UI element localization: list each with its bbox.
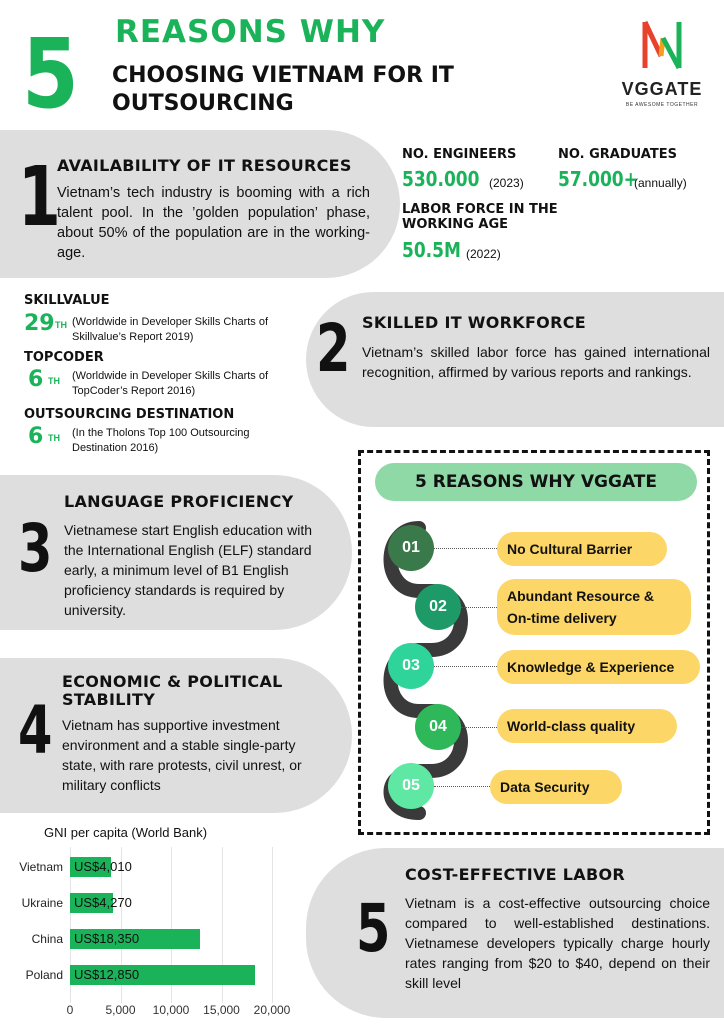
graduates-label: NO. GRADUATES [558, 147, 677, 162]
x-tick-label: 20,000 [253, 1003, 291, 1017]
section-3-body: Vietnamese start English education with the International English (ELF) standard early, a minimum level of B1 English proficiency standards is required by university. [64, 522, 312, 618]
reason-03-label: Knowledge & Experience [497, 650, 700, 684]
section-5-number: 5 [356, 890, 391, 967]
reason-02-label: Abundant Resource & On-time delivery [497, 579, 691, 635]
vggate-logo-icon [639, 18, 685, 72]
graduates-value: 57.000+ [558, 167, 638, 191]
reason-04-circle: 04 [415, 704, 461, 750]
section-5-title: COST-EFFECTIVE LABOR [405, 865, 625, 884]
bar-value-label: US$4,270 [74, 895, 132, 910]
engineers-year: (2023) [489, 176, 524, 190]
labor-force-year: (2022) [466, 247, 501, 261]
labor-force-value: 50.5M [402, 238, 461, 262]
bar-value-label: US$4,010 [74, 859, 132, 874]
ranking-1-suffix: TH [55, 320, 67, 330]
reason-05-label: Data Security [490, 770, 622, 804]
ranking-1-number: 29 [24, 311, 55, 336]
connector-04 [461, 727, 497, 728]
gni-bar-chart [0, 845, 300, 1015]
vggate-reasons-panel [358, 450, 710, 835]
ranking-3-suffix: TH [48, 433, 60, 443]
connector-03 [434, 666, 497, 667]
bar-value-label: US$18,350 [74, 931, 140, 946]
section-1-title: AVAILABILITY OF IT RESOURCES [57, 156, 352, 175]
title-line-1: REASONS WHY [115, 14, 386, 50]
category-label: Ukraine [21, 896, 63, 910]
reason-02-circle: 02 [415, 584, 461, 630]
chart-title: GNI per capita (World Bank) [44, 825, 208, 840]
section-2-title: SKILLED IT WORKFORCE [362, 313, 586, 332]
section-1-body: Vietnam’s tech industry is booming with a rich talent pool. In the ’golden population’ phase, about 50% of the population are in the working-age. [57, 185, 370, 261]
category-label: Poland [25, 968, 63, 982]
connector-01 [434, 548, 497, 549]
category-label: Vietnam [19, 860, 63, 874]
ranking-2-suffix: TH [48, 376, 60, 386]
reason-01-label: No Cultural Barrier [497, 532, 667, 566]
section-5-body: Vietnam is a cost-effective outsourcing choice compared to well-established destinations. Vietnamese developers typically charge hourly rates ranging from $20 to $40, depend on their skill level [405, 895, 710, 991]
ranking-1-desc: (Worldwide in Developer Skills Charts of Skillvalue’s Report 2019) [72, 316, 269, 343]
graduates-year: (annually) [634, 176, 687, 190]
ranking-2-desc: (Worldwide in Developer Skills Charts of TopCoder’s Report 2016) [72, 370, 269, 397]
section-4-title: ECONOMIC & POLITICAL STABILITY [62, 672, 283, 709]
labor-force-label: LABOR FORCE IN THE WORKING AGE [402, 202, 558, 232]
reason-01-circle: 01 [388, 525, 434, 571]
logo-name: VGGATE [621, 79, 703, 99]
title-big-number: 5 [22, 18, 78, 130]
connector-02 [461, 607, 497, 608]
vggate-logo [612, 18, 712, 108]
ranking-3-title: OUTSOURCING DESTINATION [24, 407, 235, 422]
title-line-2: CHOOSING VIETNAM FOR IT OUTSOURCING [112, 63, 454, 116]
engineers-value: 530.000 [402, 167, 480, 191]
section-3-title: LANGUAGE PROFICIENCY [64, 492, 294, 511]
category-label: China [31, 932, 63, 946]
connector-05 [434, 786, 490, 787]
section-4-number: 4 [18, 692, 53, 769]
section-1-number: 1 [18, 150, 61, 245]
ranking-2-title: TOPCODER [24, 350, 104, 365]
logo-tagline: BE AWESOME TOGETHER [625, 102, 699, 108]
ranking-1-title: SKILLVALUE [24, 293, 110, 308]
reason-04-label: World-class quality [497, 709, 677, 743]
ranking-2-number: 6 [28, 367, 44, 392]
ranking-3-desc: (In the Tholons Top 100 Outsourcing Destination 2016) [72, 427, 250, 454]
x-tick-label: 10,000 [152, 1003, 190, 1017]
x-tick-label: 15,000 [203, 1003, 240, 1017]
section-3-number: 3 [18, 510, 53, 587]
engineers-label: NO. ENGINEERS [402, 147, 517, 162]
ranking-3-number: 6 [28, 424, 44, 449]
x-tick-label: 0 [66, 1003, 74, 1017]
bar-value-label: US$12,850 [74, 967, 140, 982]
x-tick-label: 5,000 [105, 1003, 136, 1017]
section-2-body: Vietnam’s skilled labor force has gained international recognition, affirmed by various reports and rankings. [362, 344, 710, 380]
reason-05-circle: 05 [388, 763, 434, 809]
vggate-panel-title: 5 REASONS WHY VGGATE [375, 463, 697, 501]
reason-03-circle: 03 [388, 643, 434, 689]
section-4-body: Vietnam has supportive investment environment and a stable single-party state, with rare protests, civil unrest, or military conflicts [62, 717, 302, 793]
gridline [272, 847, 273, 1003]
section-2-number: 2 [316, 310, 351, 387]
